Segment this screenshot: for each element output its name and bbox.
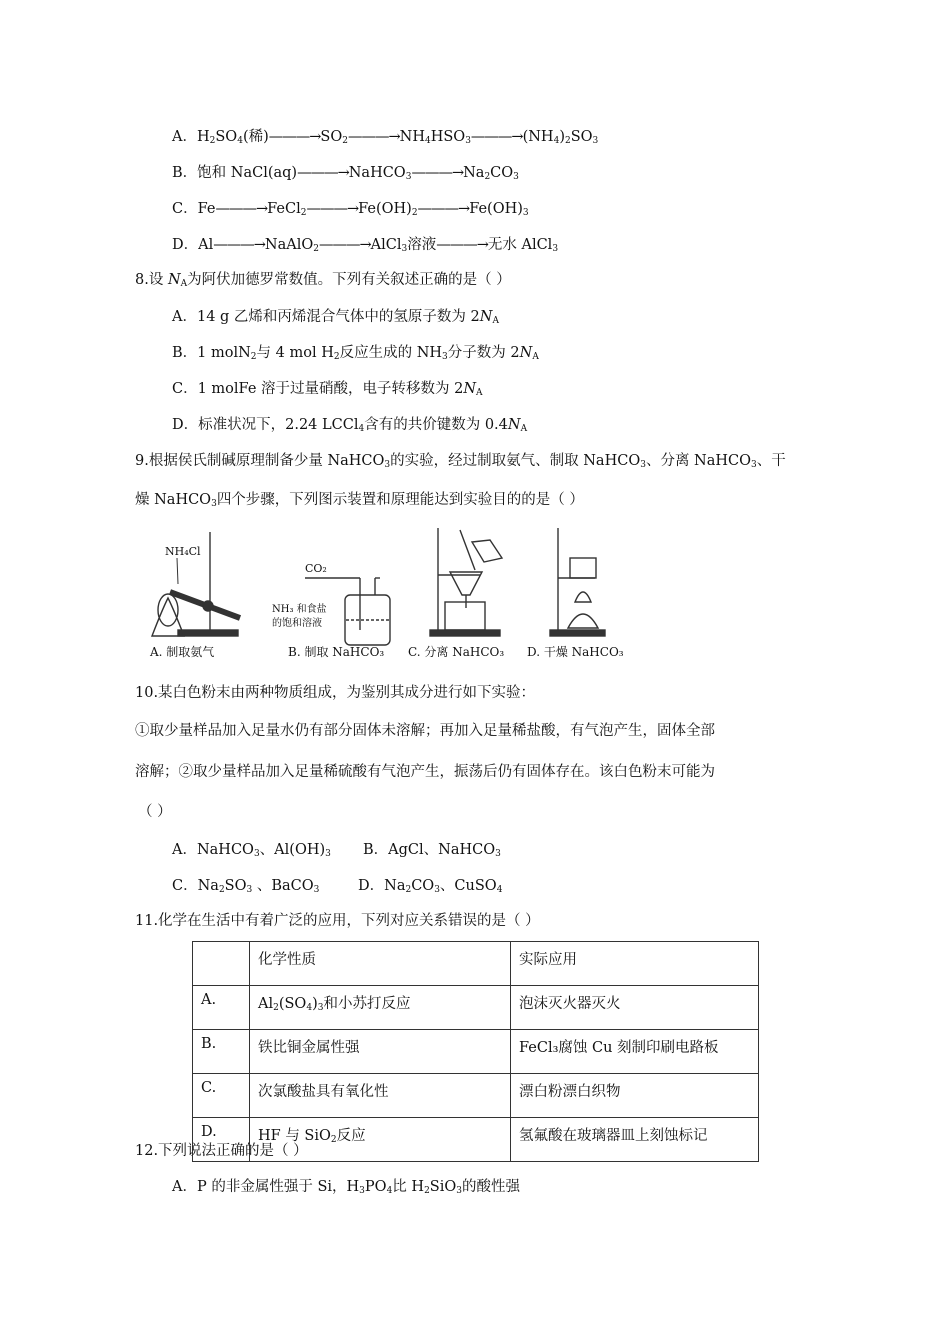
alcohol-lamp-d	[568, 614, 598, 628]
q8-option-c: C．1 molFe 溶于过量硝酸，电子转移数为 $2N_A$	[172, 381, 483, 398]
clamp-a	[203, 601, 213, 611]
label-co2: CO₂	[305, 562, 327, 575]
beaker-c	[445, 602, 485, 630]
q12-stem: 12.下列说法正确的是（ ）	[135, 1143, 308, 1159]
q9-stem-line1: 9.根据侯氏制碱原理制备少量 NaHCO$_3$的实验，经过制取氨气、制取 NaHCO$_3$、分离 NaHCO$_3$、干	[135, 453, 786, 470]
q7-option-d: D．Al———→NaAlO$_2$———→AlCl$_3$溶液———→无水 AlCl$_3$	[172, 237, 559, 254]
glass-rod-c	[460, 530, 475, 570]
apparatus-drawing	[140, 520, 670, 665]
beaker-d	[570, 558, 596, 578]
table-row: D. HF 与 SiO$_2$反应 氢氟酸在玻璃器皿上刻蚀标记	[193, 1118, 759, 1162]
flame-d	[575, 592, 591, 602]
stand-base-a	[178, 630, 238, 636]
label-nh4cl: NH₄Cl	[165, 545, 201, 558]
q10-option-c: C．$Na_2SO_3$ 、BaCO$_3$	[172, 878, 320, 895]
q10-line4: （ ）	[138, 804, 172, 820]
label-nh3-salt-1: NH₃ 和食盐	[272, 604, 327, 615]
table-row: C. 次氯酸盐具有氧化性 漂白粉漂白织物	[193, 1074, 759, 1118]
stand-base-d	[550, 630, 605, 636]
q7-option-c: C．$Fe———\to FeCl_2———\to Fe(OH)_2———\to Fe(OH)_3$	[172, 201, 529, 218]
q10-option-a: A．NaHCO$_3$、$Al(OH)_3$	[172, 842, 331, 859]
q11-table	[192, 941, 759, 1162]
q8-option-d: D．标准状况下，2.24 LCCl$_4$含有的共价键数为 $0.4N_A$	[172, 417, 528, 434]
q10-stem: 10.某白色粉末由两种物质组成，为鉴别其成分进行如下实验：	[135, 685, 536, 701]
q9-apparatus-figure	[140, 520, 670, 665]
q10-line3: 溶解；②取少量样品加入足量稀硫酸有气泡产生，振荡后仍有固体存在。该白色粉末可能为	[135, 764, 715, 780]
caption-b: B. 制取 NaHCO₃	[288, 645, 385, 659]
label-nh3-salt-2: 的饱和溶液	[272, 618, 322, 629]
q10-line2: ①取少量样品加入足量水仍有部分固体未溶解；再加入足量稀盐酸，有气泡产生，固体全部	[135, 723, 715, 739]
q10-option-d: D．$Na_2CO_3$、CuSO$_4$	[358, 878, 503, 895]
caption-a: A. 制取氨气	[150, 645, 215, 659]
pouring-beaker-c	[472, 540, 502, 562]
q7-option-b: B．饱和 $NaCl(aq)———\to NaHCO_3———\to Na_2CO_3$	[172, 165, 519, 182]
leader-nh4cl	[177, 558, 178, 584]
q8-option-b: B．1 molN$_2$与 4 mol $H_2$反应生成的 $NH_3$分子数为 $2N_A$	[172, 345, 539, 362]
q10-option-b: B．AgCl、NaHCO$_3$	[363, 842, 501, 859]
q9-stem-line2: 燥 NaHCO$_3$四个步骤，下列图示装置和原理能达到实验目的的是（ ）	[135, 492, 584, 509]
caption-c: C. 分离 NaHCO₃	[408, 645, 505, 659]
table-header-row: 化学性质 实际应用	[193, 942, 759, 986]
q11-stem: 11.化学在生活中有着广泛的应用，下列对应关系错误的是（ ）	[135, 913, 540, 929]
q8-stem: 8.设 $N_A$为阿伏加德罗常数值。下列有关叙述正确的是（ ）	[135, 272, 511, 289]
stand-base-c	[430, 630, 500, 636]
q8-option-a: A．14 g 乙烯和丙烯混合气体中的氢原子数为 $2N_A$	[172, 309, 499, 326]
q7-option-a: A．$H_2SO_4$(稀)$———\to SO_2———\to NH_4HSO_3———\to(NH_4)_2SO_3$	[172, 129, 599, 146]
table-row: B. 铁比铜金属性强 FeCl₃腐蚀 Cu 刻制印刷电路板	[193, 1030, 759, 1074]
caption-d: D. 干燥 NaHCO₃	[527, 645, 624, 659]
q12-option-a: A．P 的非金属性强于 Si，$H_3PO_4$比 $H_2SiO_3$的酸性强	[172, 1179, 520, 1196]
table-row: A. $Al_2(SO_4)_3$和小苏打反应 泡沫灭火器灭火	[193, 986, 759, 1030]
